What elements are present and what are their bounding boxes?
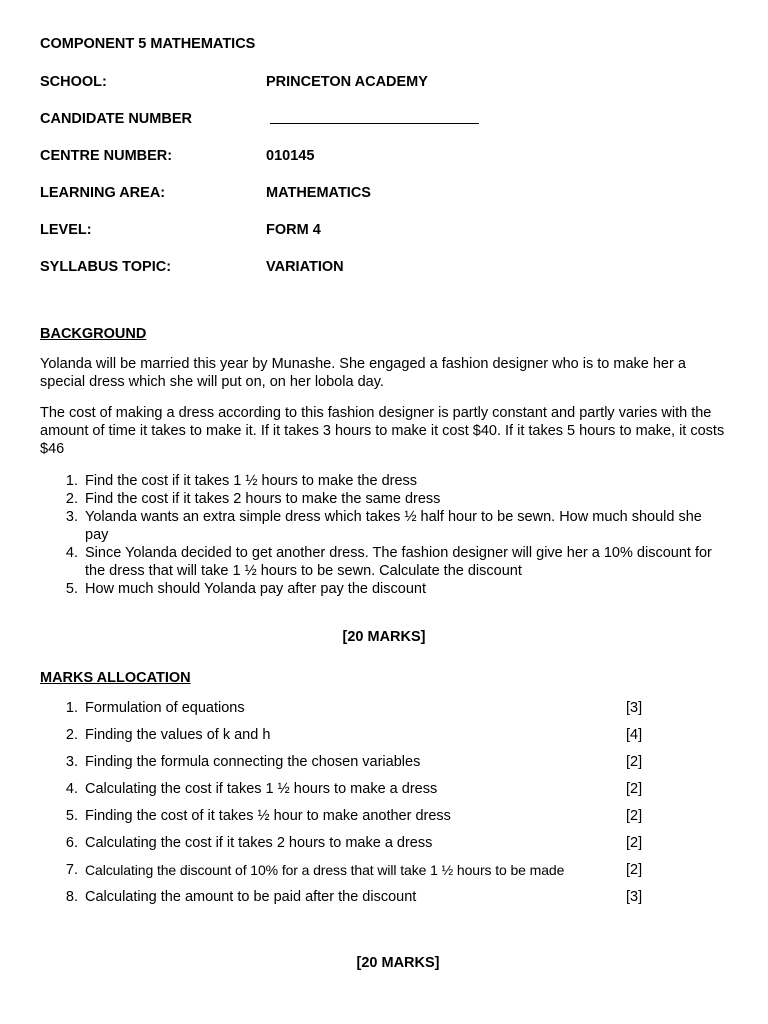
list-item (40, 490, 735, 508)
school-row (40, 73, 720, 91)
allocation-marks: [4] (626, 727, 643, 743)
syllabus-topic-value: VARIATION (266, 259, 344, 275)
question-text: Find the cost if it takes 2 hours to make the same dress (85, 491, 441, 507)
allocation-text: Formulation of equations (85, 700, 245, 716)
learning-area-row (40, 184, 720, 202)
allocation-text: Finding the cost of it takes ½ hour to make another dress (85, 808, 451, 824)
table-row (40, 888, 660, 906)
list-item (40, 580, 735, 598)
candidate-number-label: CANDIDATE NUMBER (40, 111, 192, 127)
centre-number-row (40, 147, 720, 165)
allocation-number: 8. (65, 889, 78, 905)
candidate-number-blank (270, 110, 479, 124)
table-row (40, 726, 660, 744)
background-heading: BACKGROUND (40, 326, 147, 342)
allocation-total-marks: [20 MARKS] (356, 955, 440, 971)
background-total-marks: [20 MARKS] (342, 629, 426, 645)
list-item (40, 508, 735, 544)
allocation-marks: [2] (626, 808, 643, 824)
background-paragraph-1: Yolanda will be married this year by Munashe. She engaged a fashion designer who is to make her a special dress which she will put on, on her lobola day. (40, 356, 686, 390)
allocation-marks: [2] (626, 754, 643, 770)
table-row (40, 861, 660, 879)
allocation-number: 6. (65, 835, 78, 851)
level-value: FORM 4 (266, 222, 321, 238)
school-value: PRINCETON ACADEMY (266, 74, 428, 90)
marks-allocation-heading: MARKS ALLOCATION (40, 670, 191, 686)
allocation-marks: [3] (626, 700, 643, 716)
question-number: 5. (65, 581, 78, 597)
table-row (40, 834, 660, 852)
allocation-marks: [2] (626, 781, 643, 797)
list-item (40, 544, 735, 580)
allocation-marks: [2] (626, 862, 643, 878)
question-text: Yolanda wants an extra simple dress which takes ½ half hour to be sewn. How much should she pay (85, 509, 702, 543)
allocation-text: Finding the formula connecting the chosen variables (85, 754, 421, 770)
question-list (40, 472, 735, 598)
allocation-marks: [3] (626, 889, 643, 905)
allocation-text: Calculating the discount of 10% for a dress that will take 1 ½ hours to be made (85, 862, 565, 878)
table-row (40, 699, 660, 717)
allocation-text: Calculating the cost if it takes 2 hours to make a dress (85, 835, 433, 851)
table-row (40, 780, 660, 798)
allocation-number: 2. (65, 727, 78, 743)
allocation-number: 4. (65, 781, 78, 797)
allocation-number: 5. (65, 808, 78, 824)
allocation-text: Finding the values of k and h (85, 727, 271, 743)
level-row (40, 221, 720, 239)
question-text: Since Yolanda decided to get another dress. The fashion designer will give her a 10% discount for the dress that will take 1 ½ hours to be sewn. Calculate the discount (85, 545, 712, 579)
list-item (40, 472, 735, 490)
question-number: 4. (65, 545, 78, 561)
allocation-number: 1. (65, 700, 78, 716)
level-label: LEVEL: (40, 222, 92, 238)
school-label: SCHOOL: (40, 74, 107, 90)
allocation-text: Calculating the amount to be paid after the discount (85, 889, 417, 905)
allocation-number: 3. (65, 754, 78, 770)
centre-number-label: CENTRE NUMBER: (40, 148, 173, 164)
background-paragraph-2: The cost of making a dress according to this fashion designer is partly constant and partly varies with the amount of time it takes to make it. If it takes 3 hours to make it cost $40. If it takes 5 hours to make, it costs $46 (40, 405, 725, 457)
allocation-text: Calculating the cost if takes 1 ½ hours to make a dress (85, 781, 438, 797)
allocation-marks: [2] (626, 835, 643, 851)
learning-area-value: MATHEMATICS (266, 185, 371, 201)
question-text: How much should Yolanda pay after pay the discount (85, 581, 426, 597)
allocation-number: 7. (65, 862, 78, 878)
table-row (40, 807, 660, 825)
question-number: 1. (65, 473, 78, 489)
candidate-number-row (40, 110, 720, 128)
question-text: Find the cost if it takes 1 ½ hours to make the dress (85, 473, 418, 489)
document-title: COMPONENT 5 MATHEMATICS (40, 36, 256, 52)
learning-area-label: LEARNING AREA: (40, 185, 166, 201)
centre-number-value: 010145 (266, 148, 315, 164)
question-number: 2. (65, 491, 78, 507)
question-number: 3. (65, 509, 78, 525)
syllabus-topic-row (40, 258, 720, 276)
table-row (40, 753, 660, 771)
syllabus-topic-label: SYLLABUS TOPIC: (40, 259, 172, 275)
